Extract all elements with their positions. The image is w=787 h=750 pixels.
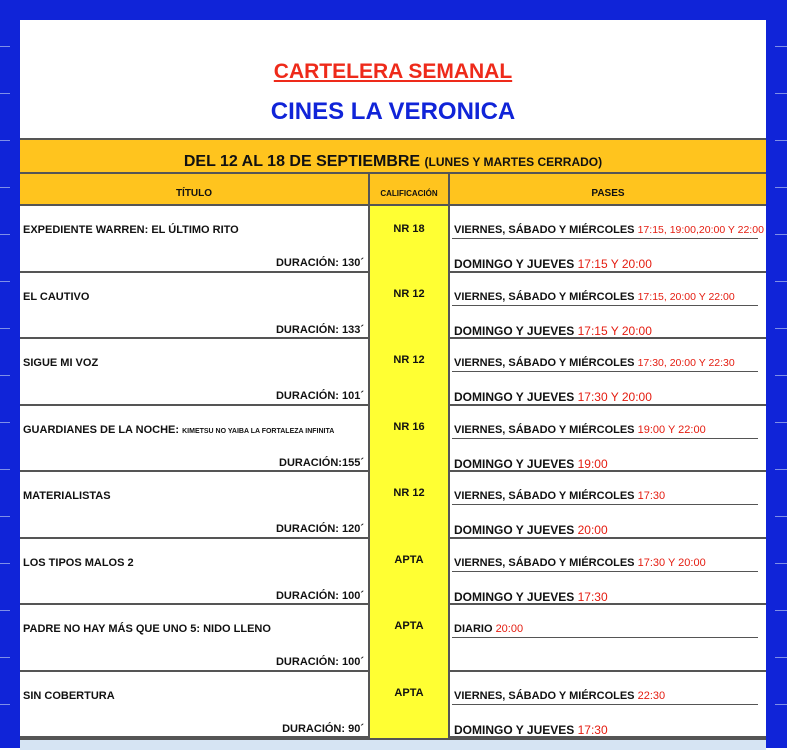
movie-duration: DURACIÓN: 100´ <box>275 656 364 668</box>
age-rating: APTA <box>368 537 450 606</box>
showtimes <box>450 206 766 271</box>
showtimes-line-2 <box>454 457 608 471</box>
showtimes-line-2 <box>454 723 608 737</box>
showtimes-divider <box>452 571 758 572</box>
showtimes-line-2 <box>454 390 652 404</box>
showtimes-line-1 <box>454 623 523 635</box>
showtimes-line-2 <box>454 257 652 271</box>
showtimes-line-2 <box>454 324 652 338</box>
showtimes-line-2 <box>454 523 608 537</box>
showtimes-hours: 17:30 Y 20:00 <box>637 556 706 569</box>
header <box>20 20 766 138</box>
left-border-strip <box>0 0 10 748</box>
column-header-title: TÍTULO <box>20 172 368 206</box>
showtimes-hours: 17:30 <box>637 490 666 502</box>
movie-title <box>23 623 271 635</box>
showtimes <box>450 672 766 737</box>
showtimes <box>450 605 766 670</box>
showtimes <box>450 539 766 604</box>
column-header-shows: PASES <box>450 172 766 206</box>
showtimes-hours: 17:15, 20:00 Y 22:00 <box>637 290 735 303</box>
showtimes-divider <box>452 371 758 372</box>
movie-subtitle: KIMETSU NO YAIBA LA FORTALEZA INFINITA <box>182 427 335 435</box>
showtimes-days: DOMINGO Y JUEVES <box>454 722 575 737</box>
movie-row <box>20 206 766 273</box>
movie-row <box>20 472 766 539</box>
movie-title-text: EXPEDIENTE WARREN: EL ÚLTIMO RITO <box>23 224 239 236</box>
showtimes <box>450 339 766 404</box>
movie-duration: DURACIÓN: 120´ <box>275 523 364 535</box>
age-rating: NR 12 <box>368 470 450 539</box>
movie-title-text: EL CAUTIVO <box>23 290 90 303</box>
showtimes-hours: 22:30 <box>637 689 666 702</box>
showtimes-line-2 <box>454 590 608 604</box>
showtimes-hours: 17:30 Y 20:00 <box>577 390 652 404</box>
movie-title <box>23 424 334 436</box>
showtimes-days: VIERNES, SÁBADO Y MIÉRCOLES <box>454 423 635 436</box>
movie-row <box>20 672 766 739</box>
showtimes-days: VIERNES, SÁBADO Y MIÉRCOLES <box>454 290 635 303</box>
movie-row <box>20 273 766 340</box>
movie-duration: DURACIÓN: 133´ <box>275 323 364 336</box>
showtimes-days: DOMINGO Y JUEVES <box>454 589 575 604</box>
showtimes-days: VIERNES, SÁBADO Y MIÉRCOLES <box>454 357 635 369</box>
showtimes-hours: 19:00 Y 22:00 <box>637 423 706 436</box>
showtimes-divider <box>452 238 758 239</box>
showtimes-hours: 20:00 <box>495 623 524 635</box>
showtimes-days: DOMINGO Y JUEVES <box>454 390 575 404</box>
showtimes-line-1 <box>454 357 735 369</box>
showtimes-hours: 17:15, 19:00,20:00 Y 22:00 <box>637 224 764 236</box>
showtimes-days: DOMINGO Y JUEVES <box>454 456 575 471</box>
showtimes-hours: 17:30 <box>577 589 608 604</box>
showtimes-days: VIERNES, SÁBADO Y MIÉRCOLES <box>454 556 635 569</box>
movie-duration: DURACIÓN: 90´ <box>282 722 364 735</box>
movie-title <box>23 224 239 236</box>
movie-title <box>23 490 111 502</box>
movie-title-text: SIN COBERTURA <box>23 689 115 702</box>
showtimes-line-1 <box>454 490 665 502</box>
bottom-strip <box>20 738 766 750</box>
showtimes-divider <box>452 438 758 439</box>
showtimes-hours: 17:30, 20:00 Y 22:30 <box>637 357 735 369</box>
movie-title-text: MATERIALISTAS <box>23 490 111 502</box>
showtimes <box>450 406 766 471</box>
right-border-strip <box>775 0 787 748</box>
age-rating: APTA <box>368 670 450 739</box>
showtimes-hours: 17:15 Y 20:00 <box>577 323 652 338</box>
movie-row <box>20 605 766 672</box>
showtimes-days: DOMINGO Y JUEVES <box>454 257 575 271</box>
showtimes-hours: 17:30 <box>577 722 608 737</box>
movie-title <box>23 291 89 303</box>
date-range-banner <box>20 138 766 172</box>
movie-duration: DURACIÓN:155´ <box>279 456 364 469</box>
showtimes-line-1 <box>454 690 665 702</box>
movie-title-text: GUARDIANES DE LA NOCHE: <box>23 423 180 436</box>
age-rating: NR 16 <box>368 404 450 473</box>
movie-title <box>23 357 98 369</box>
date-range: DEL 12 AL 18 DE SEPTIEMBRE <box>183 153 421 170</box>
age-rating: NR 12 <box>368 337 450 406</box>
showtimes-days: VIERNES, SÁBADO Y MIÉRCOLES <box>454 224 635 236</box>
showtimes-days: VIERNES, SÁBADO Y MIÉRCOLES <box>454 490 635 502</box>
movie-row <box>20 406 766 473</box>
showtimes-line-1 <box>454 557 706 569</box>
showtimes-line-1 <box>454 424 706 436</box>
showtimes-line-1 <box>454 224 764 236</box>
showtimes-divider <box>452 704 758 705</box>
movie-title-text: SIGUE MI VOZ <box>23 357 99 369</box>
age-rating: APTA <box>368 603 450 672</box>
movie-title <box>23 690 115 702</box>
column-header-rating: CALIFICACIÓN <box>368 172 450 206</box>
schedule-sheet <box>20 20 766 748</box>
age-rating: NR 12 <box>368 271 450 340</box>
movie-row <box>20 339 766 406</box>
movie-title-text: PADRE NO HAY MÁS QUE UNO 5: NIDO LLENO <box>23 623 271 635</box>
showtimes-divider <box>452 504 758 505</box>
cinema-name: CINES LA VERONICA <box>270 98 516 125</box>
showtimes-days: DOMINGO Y JUEVES <box>454 323 575 338</box>
showtimes-hours: 17:15 Y 20:00 <box>577 257 652 271</box>
movie-duration: DURACIÓN: 130´ <box>275 257 364 269</box>
showtimes-divider <box>452 305 758 306</box>
showtimes-days: DOMINGO Y JUEVES <box>454 523 575 537</box>
movie-list <box>20 206 766 738</box>
showtimes-hours: 20:00 <box>577 523 608 537</box>
showtimes-divider <box>452 637 758 638</box>
showtimes-line-1 <box>454 291 735 303</box>
showtimes <box>450 273 766 338</box>
showtimes-days: DIARIO <box>454 623 493 635</box>
age-rating: NR 18 <box>368 206 450 273</box>
movie-row <box>20 539 766 606</box>
movie-title <box>23 557 134 569</box>
showtimes <box>450 472 766 537</box>
movie-duration: DURACIÓN: 101´ <box>275 390 364 402</box>
page-title: CARTELERA SEMANAL <box>273 60 513 83</box>
showtimes-hours: 19:00 <box>577 456 608 471</box>
movie-duration: DURACIÓN: 100´ <box>275 589 364 602</box>
closed-days-note: (LUNES Y MARTES CERRADO) <box>424 155 603 169</box>
movie-title-text: LOS TIPOS MALOS 2 <box>23 556 134 569</box>
showtimes-days: VIERNES, SÁBADO Y MIÉRCOLES <box>454 689 635 702</box>
